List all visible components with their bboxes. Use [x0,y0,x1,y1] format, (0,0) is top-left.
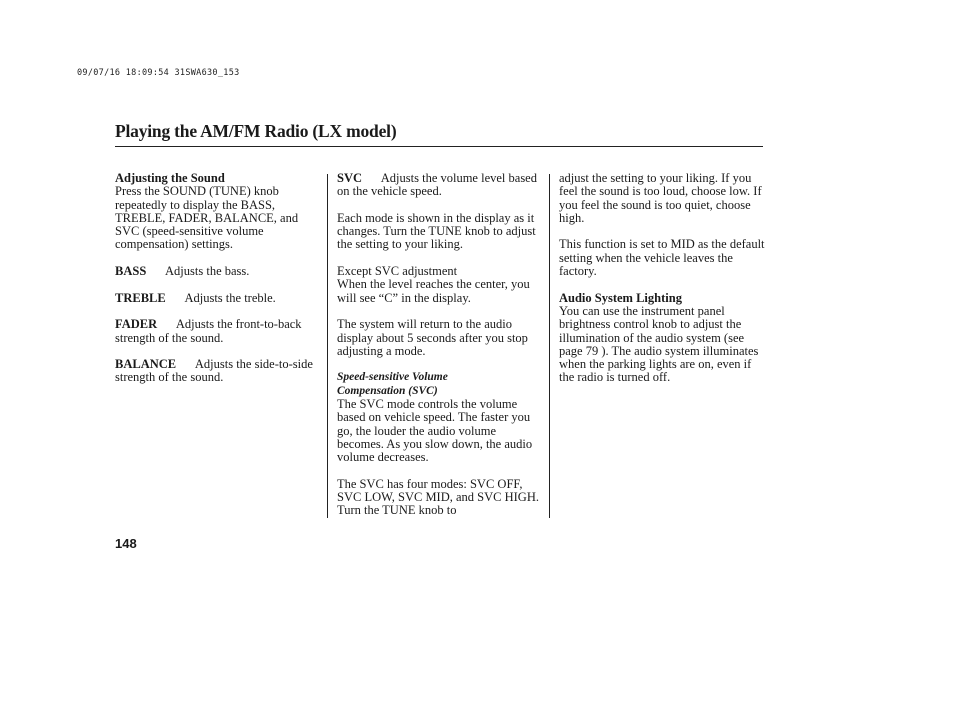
svc-continuation-text: adjust the setting to your liking. If you feel the sound is too loud, choose low. If you feel the sound is too quiet, choose high. [559,171,762,225]
bass-text: Adjusts the bass. [165,264,250,279]
svc-heading-line-1: Speed-sensitive Volume [337,371,448,384]
title-rule [115,146,763,147]
center-level-text: When the level reaches the center, you will see “C” in the display. [337,277,530,305]
except-svc-line: Except SVC adjustment [337,264,458,279]
balance-text: Adjusts the side-to-side strength of the sound. [115,357,313,385]
bass-entry [115,265,320,278]
svc-term: SVC [337,171,363,185]
treble-term: TREBLE [115,290,166,305]
column-3 [559,172,769,398]
page-title: Playing the AM/FM Radio (LX model) [115,121,397,141]
balance-term: BALANCE [115,357,177,372]
audio-lighting-text: You can use the instrument panel brightness control knob to adjust the illumination of the audio system (see page 79 ). The audio system illuminates when the parking lights are on, even if the radio is turned off. [559,303,759,385]
balance-entry [115,358,320,385]
svc-modes-text: The SVC has four modes: SVC OFF, SVC LOW, SVC MID, and SVC HIGH. Turn the TUNE knob to [337,476,539,518]
print-timestamp: 09/07/16 18:09:54 31SWA630_153 [77,68,240,78]
column-1 [115,172,320,398]
fader-entry [115,318,320,345]
treble-entry [115,292,320,305]
section-heading-adjusting-sound: Adjusting the Sound [115,171,225,185]
column-divider-2 [549,174,550,518]
page-number: 148 [115,536,137,551]
column-2 [337,172,545,531]
mode-display-text: Each mode is shown in the display as it changes. Turn the TUNE knob to adjust the setting to your liking. [337,210,536,252]
section-heading-audio-lighting: Audio System Lighting [559,290,682,305]
default-setting-text: This function is set to MID as the default setting when the vehicle leaves the factory. [559,237,765,279]
svc-entry [337,172,545,199]
svc-heading-line-2: Compensation (SVC) [337,384,438,397]
return-display-text: The system will return to the audio display about 5 seconds after you stop adjusting a mode. [337,317,528,358]
treble-text: Adjusts the treble. [184,290,276,305]
bass-term: BASS [115,264,147,279]
svc-text: Adjusts the volume level based on the vehicle speed. [337,171,537,199]
fader-term: FADER [115,317,158,332]
svc-body-text: The SVC mode controls the volume based on vehicle speed. The faster you go, the louder the audio volume becomes. As you slow down, the audio volume decreases. [337,397,533,465]
column-divider-1 [327,174,328,518]
adjusting-sound-intro: Press the SOUND (TUNE) knob repeatedly to display the BASS, TREBLE, FADER, BALANCE, and SVC (speed-sensitive volume compensation) settings. [115,184,299,252]
fader-text: Adjusts the front-to-back strength of the sound. [115,317,302,345]
